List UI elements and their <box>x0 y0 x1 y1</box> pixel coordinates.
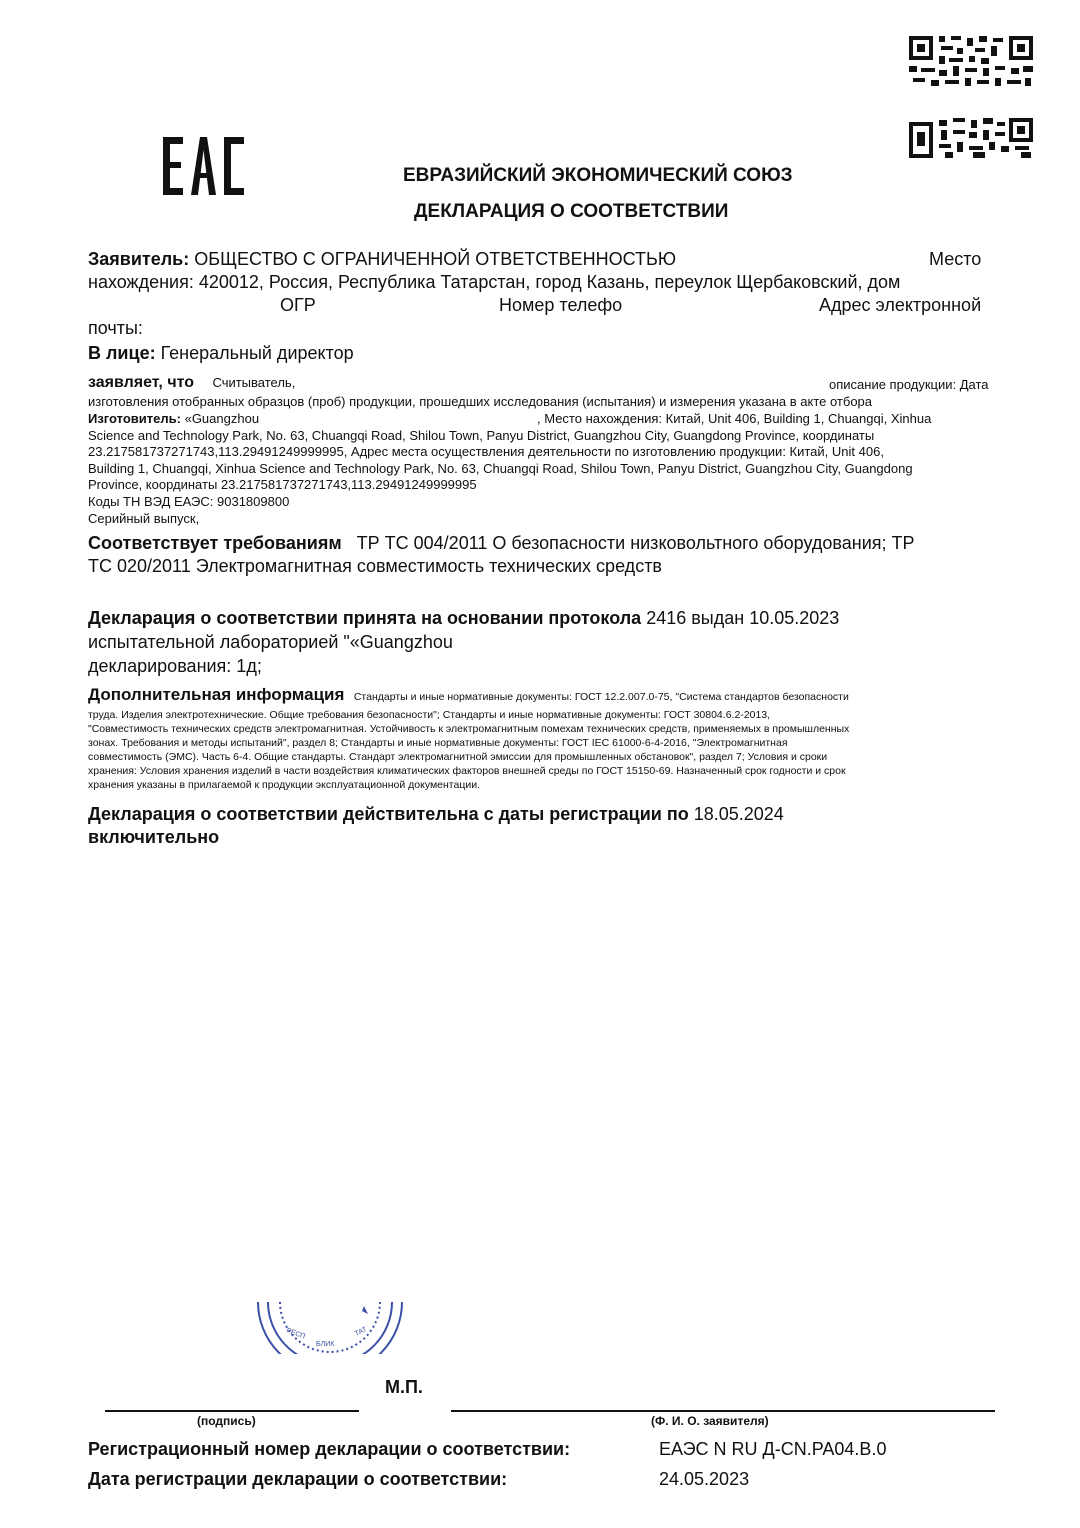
manufacturer-text-line: 23.217581737271743,113.29491249999995, Адрес места осуществления деятельности по изготовлению продукции: Китай, Unit 406, <box>88 444 884 459</box>
applicant-line <box>88 248 676 271</box>
signature-line <box>105 1410 359 1412</box>
applicant-address: нахождения: 420012, Россия, Республика Татарстан, город Казань, переулок Щербаковский, дом <box>88 272 901 292</box>
registration-date-label: Дата регистрации декларации о соответствии: <box>88 1469 508 1489</box>
place-word: Место <box>929 249 982 269</box>
validity-inclusive: включительно <box>88 827 220 847</box>
applicant-email-label: Адрес электронной <box>819 295 982 315</box>
additional-text: хранения: Условия хранения изделий в части воздействия климатических факторов внешней среды по ГОСТ 15150-69. Назначенный срок годности и срок <box>88 765 846 777</box>
product-name: Считыватель, <box>212 375 296 390</box>
representative-value: Генеральный директор <box>160 343 354 363</box>
document-title: ДЕКЛАРАЦИЯ О СООТВЕТСТВИИ <box>414 201 729 222</box>
svg-text:ТАТ: ТАТ <box>353 1326 369 1338</box>
validity-date: 18.05.2024 <box>693 804 784 824</box>
product-text-line: изготовления отобранных образцов (проб) продукции, прошедших исследования (испытания) и измерения указана в акте отбора <box>88 394 873 409</box>
eac-logo <box>163 133 245 199</box>
applicant-ogrn: ОГР <box>280 295 316 315</box>
additional-text: Стандарты и иные нормативные документы: ГОСТ 12.2.007.0-75, "Система стандартов безопасности <box>353 691 849 703</box>
registration-date: 24.05.2023 <box>659 1469 750 1489</box>
basis-scheme: декларирования: 1д; <box>88 656 262 676</box>
signature-caption: (подпись) <box>197 1414 256 1428</box>
applicant-label: Заявитель: <box>88 249 190 269</box>
registration-number: ЕАЭС N RU Д-CN.PA04.B.0 <box>659 1439 887 1459</box>
basis-label: Декларация о соответствии принята на основании протокола <box>88 608 642 628</box>
declares-line <box>88 374 295 392</box>
manufacturer-text-line: Province, координаты 23.217581737271743,113.29491249999995 <box>88 477 477 492</box>
compliance-value: ТР ТС 004/2011 О безопасности низковольтного оборудования; ТР <box>356 533 915 553</box>
name-caption: (Ф. И. О. заявителя) <box>651 1414 769 1428</box>
manufacturer-text-line: Building 1, Chuangqi, Xinhua Science and Technology Park, No. 63, Chuangqi Road, Shilou Town, Panyu District, Guangzhou City, Guangdong <box>88 461 913 476</box>
qr-code-icon <box>909 36 1033 88</box>
basis-lab: испытательной лабораторией "«Guangzhou <box>88 632 453 652</box>
product-description: описание продукции: Дата <box>829 377 989 392</box>
applicant-name: ОБЩЕСТВО С ОГРАНИЧЕННОЙ ОТВЕТСТВЕННОСТЬЮ <box>194 249 677 269</box>
additional-text: совместимость (ЭМС). Часть 6-4. Общие стандарты. Стандарт электромагнитной эмиссии для промышленных обстановок", раздел 7; Условия и сроки <box>88 751 828 763</box>
additional-text: зонах. Требования и методы испытаний", раздел 8; Стандарты и иные нормативные документы: ГОСТ IEC 61000-6-4-2016, "Электромагнитная <box>88 737 788 749</box>
validity-label: Декларация о соответствии действительна с даты регистрации по <box>88 804 689 824</box>
svg-text:РЕСП: РЕСП <box>285 1327 306 1341</box>
svg-text:БЛИК: БЛИК <box>316 1341 335 1348</box>
additional-line <box>88 685 849 705</box>
manufacturer-text-line: Science and Technology Park, No. 63, Chuangqi Road, Shilou Town, Panyu District, Guangzhou City, Guangdong Province, координаты <box>88 428 875 443</box>
additional-label: Дополнительная информация <box>88 685 345 704</box>
basis-line <box>88 607 839 630</box>
applicant-email-label-end: почты: <box>88 318 143 338</box>
qr-code-icon <box>909 118 1033 158</box>
additional-text: хранения указаны в прилагаемой к продукции эксплуатационной документации. <box>88 779 480 791</box>
seal-place-mark: М.П. <box>385 1377 423 1397</box>
name-line <box>451 1410 995 1412</box>
additional-text: труда. Изделия электротехнические. Общие требования безопасности"; Стандарты и иные нормативные документы: ГОСТ 30804.6.2-2013, <box>88 709 771 721</box>
seal-stamp-icon <box>256 1302 404 1354</box>
registration-number-label: Регистрационный номер декларации о соответствии: <box>88 1439 571 1459</box>
representative-label: В лице: <box>88 343 156 363</box>
declares-label: заявляет, что <box>88 374 194 391</box>
manufacturer-line <box>88 411 259 428</box>
compliance-value-cont: ТС 020/2011 Электромагнитная совместимость технических средств <box>88 556 662 576</box>
manufacturer-name: «Guangzhou <box>184 411 260 426</box>
validity-line <box>88 803 784 826</box>
serial-production: Серийный выпуск, <box>88 511 200 526</box>
compliance-label: Соответствует требованиям <box>88 533 342 553</box>
basis-protocol: 2416 выдан 10.05.2023 <box>646 608 840 628</box>
manufacturer-place: , Место нахождения: Китай, Unit 406, Building 1, Chuangqi, Xinhua <box>537 411 932 426</box>
additional-text: "Совместимость технических средств электромагнитная. Устойчивость к электромагнитным помехам технических средств, применяемых в промышленных <box>88 723 850 735</box>
representative-line <box>88 342 354 365</box>
applicant-phone: Номер телефо <box>499 295 623 315</box>
compliance-line <box>88 532 915 555</box>
union-title: ЕВРАЗИЙСКИЙ ЭКОНОМИЧЕСКИЙ СОЮЗ <box>403 165 793 186</box>
manufacturer-label: Изготовитель: <box>88 411 181 426</box>
hs-codes: Коды ТН ВЭД ЕАЭС: 9031809800 <box>88 494 290 509</box>
